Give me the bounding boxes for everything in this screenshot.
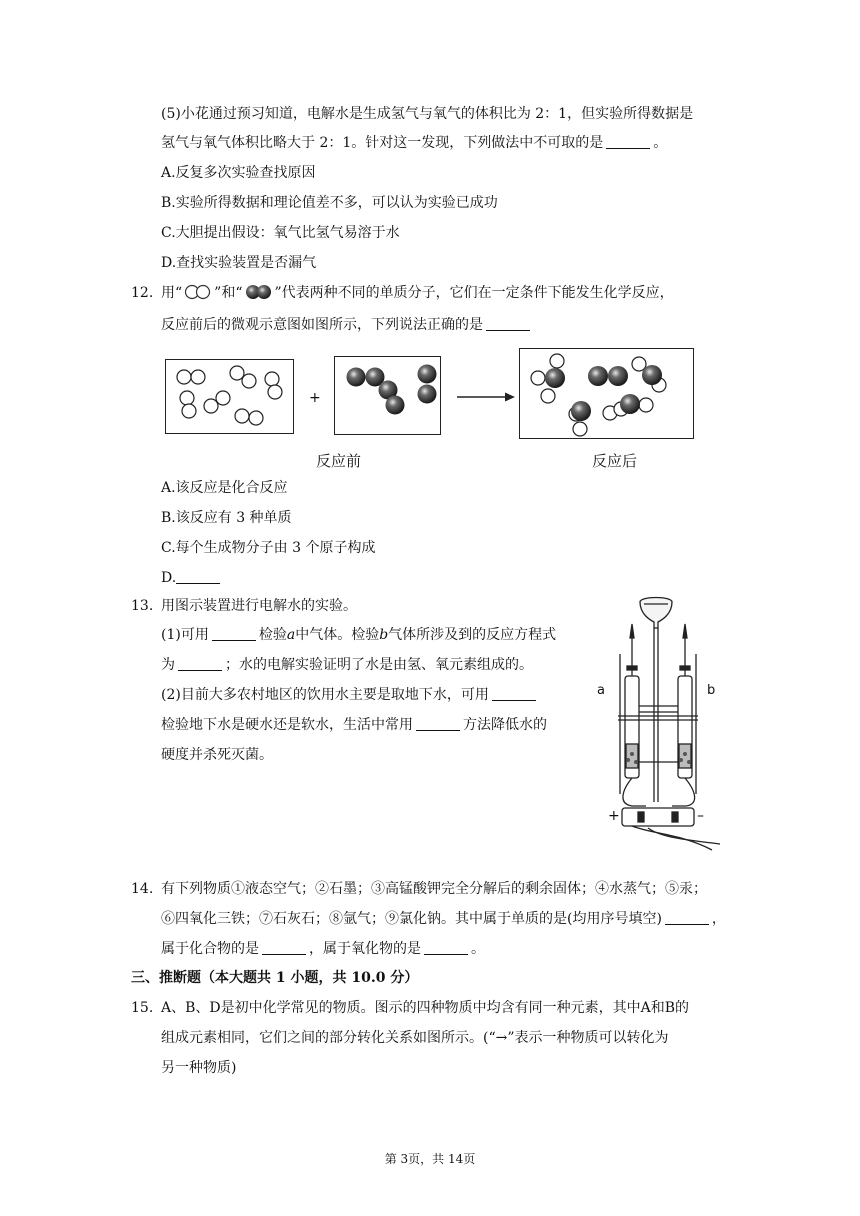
q11-option-c: C.大胆提出假设：氧气比氢气易溶于水: [161, 225, 400, 241]
answer-blank[interactable]: [606, 134, 650, 149]
q14-number: 14.: [131, 881, 154, 897]
q11-option-b: B.实验所得数据和理论值差不多，可以认为实验已成功: [161, 195, 498, 211]
caption-before: 反应前: [316, 452, 362, 470]
terminal-minus: –: [697, 808, 704, 824]
terminal-plus: +: [608, 808, 620, 824]
after-box: [519, 348, 694, 439]
q13-line2: 为 ；水的电解实验证明了水是由氢、氧元素组成的。: [161, 657, 533, 673]
electrode-label-a: a: [597, 683, 605, 698]
q12-option-d: D.: [161, 568, 223, 588]
page-footer: 第 3页，共 14页: [384, 1152, 476, 1166]
answer-blank[interactable]: [665, 910, 709, 925]
q15-line3: 另一种物质): [161, 1060, 237, 1076]
dark-molecule-icon: [245, 284, 273, 300]
q14-line2: ⑥四氧化三铁；⑦石灰石；⑧氩气；⑨氯化钠。其中属于单质的是(均用序号填空) ，: [161, 911, 726, 927]
answer-blank[interactable]: [262, 940, 306, 955]
q15-line2: 组成元素相同，它们之间的部分转化关系如图所示。(“→”表示一种物质可以转化为: [161, 1030, 669, 1046]
reaction-arrow-icon: [457, 391, 515, 403]
electrode-label-b: b: [707, 683, 716, 698]
q11-option-a: A.反复多次实验查找原因: [161, 165, 316, 181]
q11-part5-line2: 氢气与氧气体积比略大于 2：1。针对这一发现，下列做法中不可取的是 。: [161, 135, 668, 151]
q12-option-c: C.每个生成物分子由 3 个原子构成: [161, 540, 376, 556]
answer-blank[interactable]: [486, 316, 530, 331]
answer-blank[interactable]: [178, 656, 222, 671]
q15-number: 15.: [131, 1000, 154, 1016]
answer-blank[interactable]: [492, 686, 536, 701]
q12-number: 12.: [131, 285, 154, 301]
section-heading: 三、推断题（本大题共 1 小题，共 10.0 分）: [131, 970, 419, 986]
answer-blank[interactable]: [424, 940, 468, 955]
q13-line1: (1)可用 检验a中气体。检验b气体所涉及到的反应方程式: [161, 627, 557, 643]
q12-line1: 用“ ”和“ ”代表两种不同的单质分子，它们在一定条件下能发生化学反应，: [161, 285, 674, 301]
q13-stem: 用图示装置进行电解水的实验。: [161, 598, 357, 614]
before-box-2: [334, 356, 441, 435]
product-molecules-group: [520, 349, 693, 438]
q13-line4: 检验地下水是硬水还是软水，生活中常用 方法降低水的: [161, 717, 547, 733]
q13-line3: (2)目前大多农村地区的饮用水主要是取地下水，可用: [161, 685, 539, 705]
hollow-molecule-icon: [184, 284, 212, 300]
q13-line5: 硬度并杀死灭菌。: [161, 747, 273, 763]
caption-after: 反应后: [592, 452, 638, 470]
q12-option-a: A.该反应是化合反应: [161, 480, 288, 496]
q15-line1: A、B、D是初中化学常见的物质。图示的四种物质中均含有同一种元素，其中A和B的: [161, 1000, 690, 1016]
answer-blank[interactable]: [212, 626, 256, 641]
q13-number: 13.: [131, 598, 154, 614]
answer-blank[interactable]: [176, 569, 220, 584]
q14-line1: 有下列物质①液态空气；②石墨；③高锰酸钾完全分解后的剩余固体；④水蒸气；⑤汞；: [161, 881, 707, 897]
answer-blank[interactable]: [416, 716, 460, 731]
q11-option-d: D.查找实验装置是否漏气: [161, 255, 317, 271]
hollow-molecules-group: [166, 360, 293, 433]
q12-line2: 反应前后的微观示意图如图所示，下列说法正确的是: [161, 315, 533, 335]
q11-part5-line1: (5)小花通过预习知道，电解水是生成氢气与氧气的体积比为 2：1，但实验所得数据是: [161, 106, 694, 122]
q12-option-b: B.该反应有 3 种单质: [161, 510, 292, 526]
dark-molecules-group: [335, 357, 440, 434]
before-box-1: [165, 359, 294, 434]
plus-sign: +: [309, 390, 321, 406]
q14-line3: 属于化合物的是 ，属于氧化物的是 。: [161, 941, 485, 957]
